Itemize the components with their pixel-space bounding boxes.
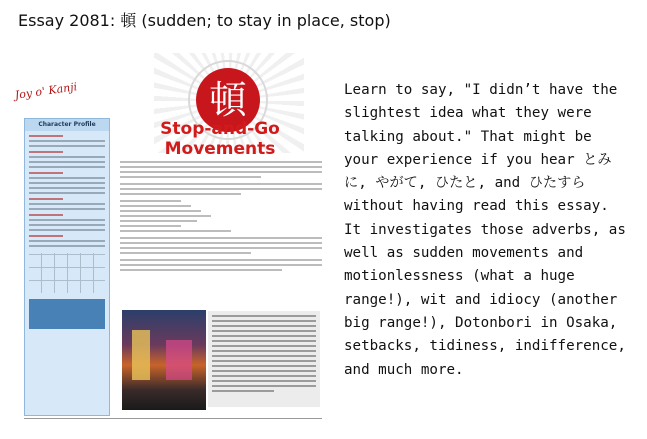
kanji-emblem: 頓 xyxy=(196,68,260,132)
article-title: Stop-and-Go Movements xyxy=(160,119,280,159)
hold-all-table xyxy=(29,299,105,329)
essay-thumbnail xyxy=(4,45,330,423)
stroke-order-grid xyxy=(29,253,105,293)
dotonbori-photo xyxy=(122,310,206,410)
brand-logo: Joy o' Kanji xyxy=(14,80,78,102)
essay-description: Learn to say, "I didn’t have the slightest idea what they were talking about." That might be your experience if you hear とみに, やがて, ひたと, and ひたすら without having read this essay. It investigates those adverbs, as well as sudden movements and motionlessness (what a huge range!), wit and idiocy (another big range!), Dotonbori in Osaka, setbacks, tidiness, indifference, and much more. xyxy=(344,82,626,378)
article-body xyxy=(120,161,322,274)
page-title: Essay 2081: 頓 (sudden; to stay in place, stop) xyxy=(18,11,391,30)
character-profile-sidebar xyxy=(24,118,110,416)
page-footer xyxy=(24,418,322,422)
photo-caption xyxy=(208,311,320,407)
sidebar-heading: Character Profile xyxy=(25,119,109,131)
